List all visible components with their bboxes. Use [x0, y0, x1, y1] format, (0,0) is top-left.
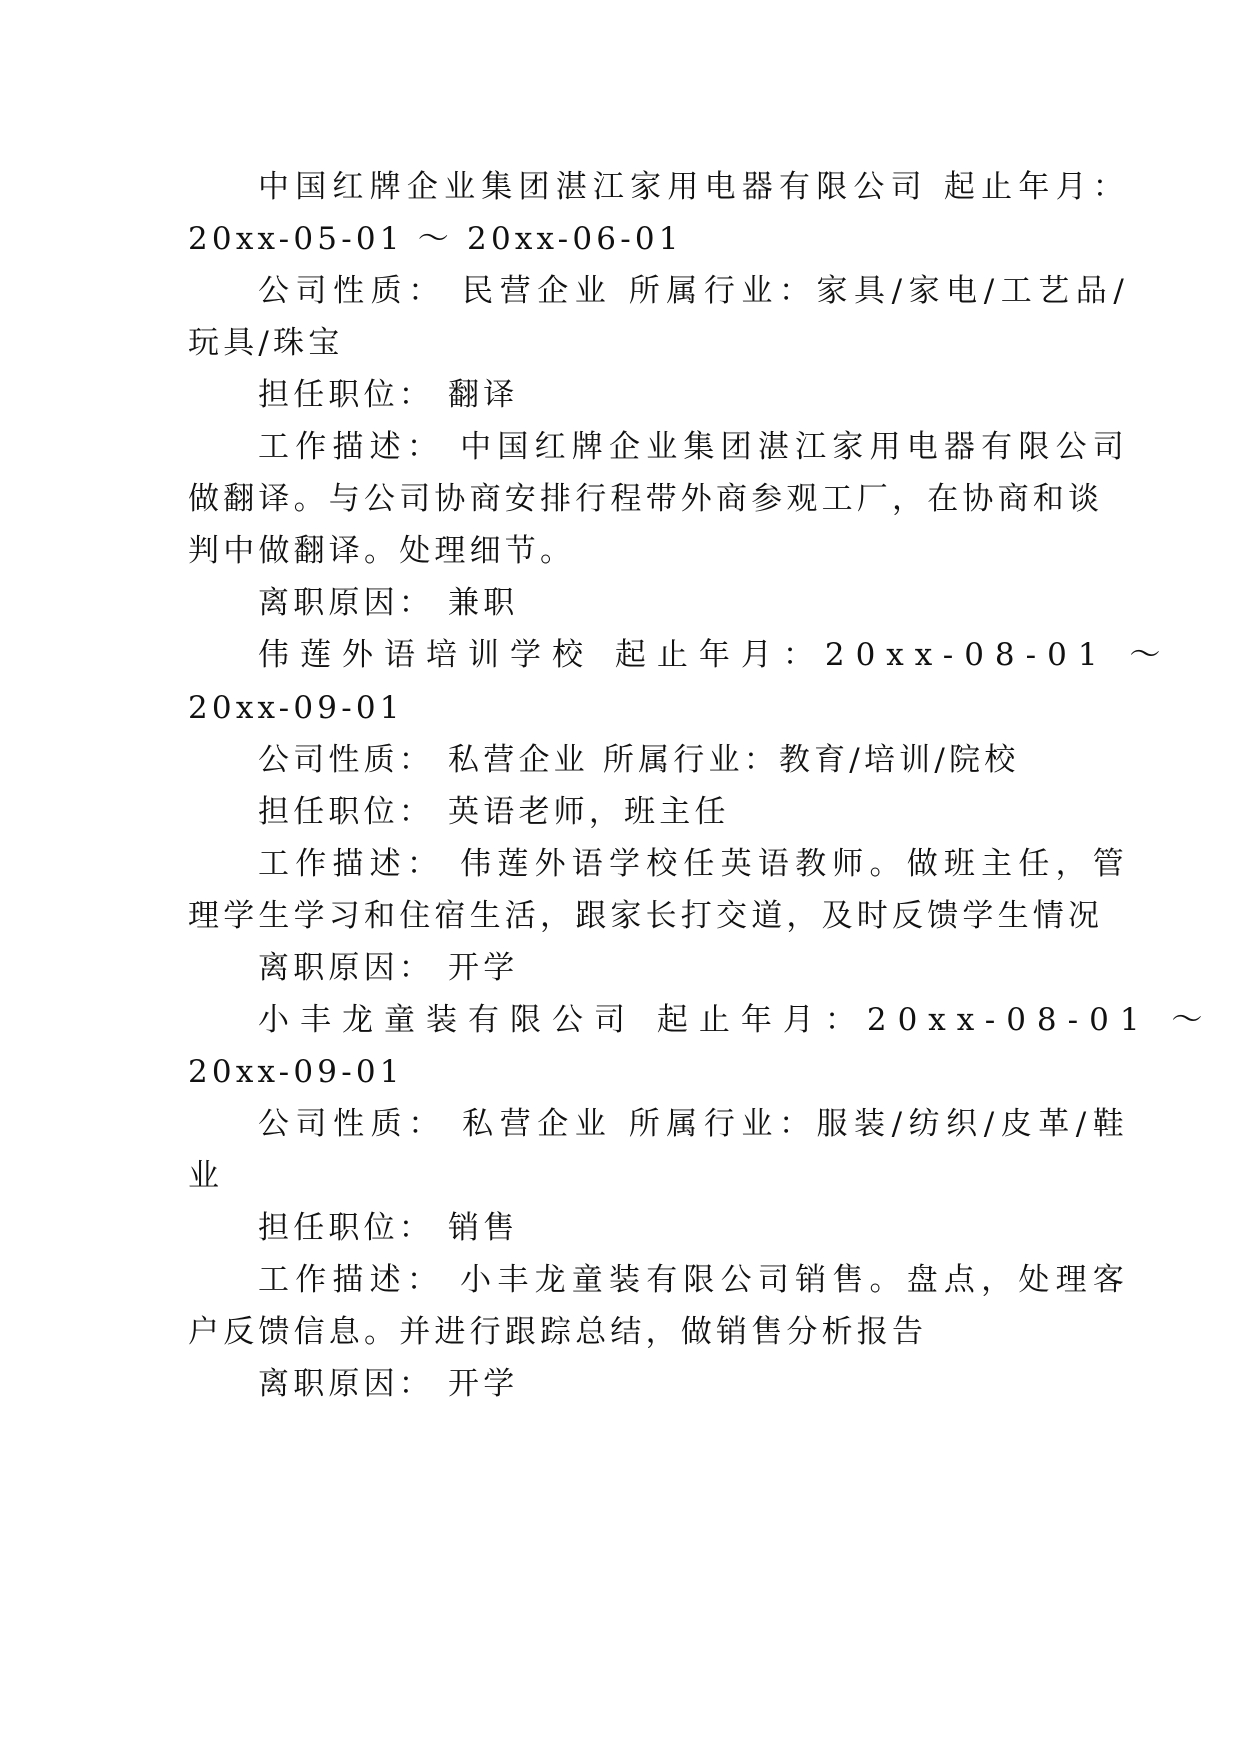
job2-leave-reason: 离职原因： 开学 [258, 950, 519, 986]
job2-description: 工作描述： 伟莲外语学校任英语教师。做班主任，管 [258, 846, 1128, 882]
job2-company-line: 伟莲外语培训学校 起止年月：20xx-08-01 ～ [258, 637, 1172, 673]
job3-description: 工作描述： 小丰龙童装有限公司销售。盘点，处理客 [258, 1262, 1128, 1298]
job1-description: 工作描述： 中国红牌企业集团湛江家用电器有限公司 [258, 429, 1128, 465]
job3-description-continued: 户反馈信息。并进行跟踪总结，做销售分析报告 [188, 1314, 928, 1350]
job2-position: 担任职位： 英语老师，班主任 [258, 794, 730, 830]
job1-position: 担任职位： 翻译 [258, 377, 519, 413]
job3-date-end: 20xx-09-01 [188, 1054, 404, 1090]
job2-date-end: 20xx-09-01 [188, 690, 404, 726]
job3-position: 担任职位： 销售 [258, 1210, 519, 1246]
job3-company-line: 小丰龙童装有限公司 起止年月：20xx-08-01 ～ [258, 1002, 1214, 1038]
job3-company-type: 公司性质： 私营企业 所属行业：服装/纺织/皮革/鞋 [258, 1106, 1128, 1142]
job3-leave-reason: 离职原因： 开学 [258, 1366, 519, 1402]
job1-description-continued: 做翻译。与公司协商安排行程带外商参观工厂，在协商和谈 [188, 481, 1104, 517]
job1-industry-continued: 玩具/珠宝 [188, 325, 344, 361]
job1-date-range: 20xx-05-01 ～ 20xx-06-01 [188, 221, 683, 257]
job2-description-continued: 理学生学习和住宿生活，跟家长打交道，及时反馈学生情况 [188, 898, 1104, 934]
job1-leave-reason: 离职原因： 兼职 [258, 585, 519, 621]
job3-industry-continued: 业 [188, 1158, 224, 1194]
job1-company-type: 公司性质： 民营企业 所属行业：家具/家电/工艺品/ [258, 273, 1128, 309]
job1-company-line: 中国红牌企业集团湛江家用电器有限公司 起止年月： [258, 169, 1128, 205]
job1-description-end: 判中做翻译。处理细节。 [188, 533, 576, 569]
job2-company-type: 公司性质： 私营企业 所属行业：教育/培训/院校 [258, 742, 1020, 778]
